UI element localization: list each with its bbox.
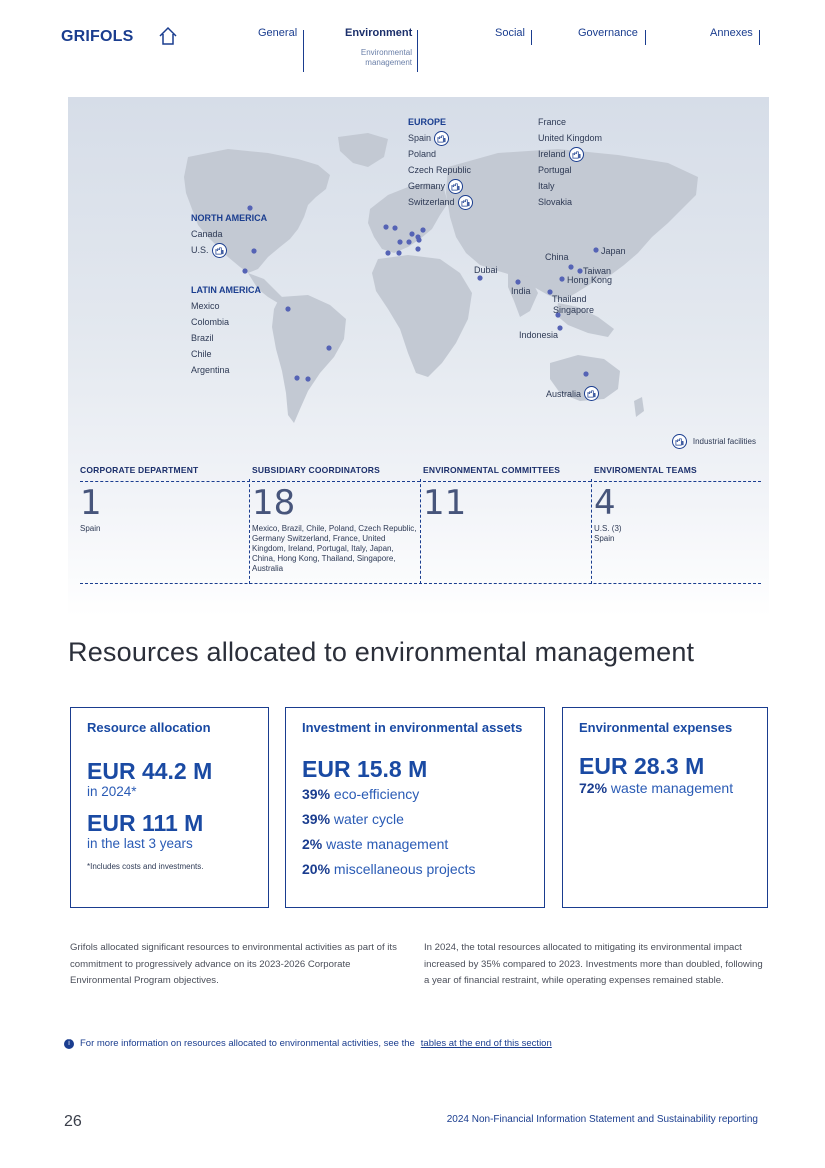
stat-heading: CORPORATE DEPARTMENT bbox=[80, 465, 250, 482]
city-indonesia: Indonesia bbox=[519, 330, 559, 340]
dot-slovakia bbox=[416, 237, 421, 242]
nav-environment-sub[interactable]: Environmental management bbox=[360, 48, 412, 67]
dot-colombia bbox=[285, 306, 290, 311]
city-japan: Japan bbox=[601, 246, 626, 256]
city-dubai: Dubai bbox=[474, 265, 498, 275]
country-item: Switzerland bbox=[408, 194, 473, 210]
region-title: EUROPE bbox=[408, 117, 447, 127]
amount-3-years: EUR 111 M bbox=[87, 810, 204, 836]
city-china: China bbox=[545, 252, 569, 262]
region-title: NORTH AMERICA bbox=[191, 213, 268, 223]
stat-divider bbox=[591, 479, 592, 584]
card-expenses bbox=[562, 707, 768, 908]
factory-icon bbox=[672, 434, 687, 449]
country-item: Portugal bbox=[538, 165, 572, 175]
stat-heading: ENVIROMENTAL TEAMS bbox=[594, 465, 761, 482]
card-resource-allocation bbox=[70, 707, 269, 908]
footer-title: 2024 Non-Financial Information Statement and Sustainability reporting bbox=[446, 1114, 758, 1125]
stats-bottom-rule bbox=[80, 583, 761, 584]
stat-environmental-teams bbox=[594, 465, 761, 584]
info-icon: i bbox=[64, 1039, 74, 1049]
region-europe bbox=[408, 114, 473, 210]
amount-2024: EUR 44.2 M bbox=[87, 758, 213, 784]
dot-australia bbox=[583, 371, 588, 376]
factory-icon bbox=[458, 195, 473, 210]
investment-row: 39% water cycle bbox=[302, 811, 404, 827]
nav-governance[interactable]: Governance bbox=[578, 27, 638, 39]
region-north-america bbox=[191, 210, 267, 258]
stat-description: Spain bbox=[80, 524, 101, 533]
amount-3-years-label: in the last 3 years bbox=[87, 836, 193, 851]
nav-divider bbox=[645, 30, 646, 45]
nav-environment[interactable]: Environment bbox=[345, 27, 413, 39]
dot-taiwan bbox=[577, 268, 582, 273]
dot-brazil bbox=[326, 345, 331, 350]
dot-china bbox=[568, 264, 573, 269]
expenses-row: 72% waste management bbox=[579, 780, 734, 796]
country-item: Spain bbox=[408, 130, 473, 146]
country-item: Germany bbox=[408, 178, 473, 194]
city-australia: Australia bbox=[546, 386, 599, 401]
page-number: 26 bbox=[64, 1113, 82, 1130]
city-hong-kong: Hong Kong bbox=[567, 275, 613, 285]
stats-row bbox=[80, 465, 761, 585]
country-item: Slovakia bbox=[538, 197, 573, 207]
city-taiwan: Taiwan bbox=[583, 266, 612, 276]
country-item: U.S. bbox=[191, 242, 267, 258]
nav-general[interactable]: General bbox=[258, 27, 298, 39]
country-item: Colombia bbox=[191, 317, 230, 327]
dot-india bbox=[515, 279, 520, 284]
city-thailand: Thailand bbox=[552, 294, 587, 304]
dot-france bbox=[397, 239, 402, 244]
dot-germany bbox=[409, 231, 414, 236]
continent-new-zealand bbox=[634, 397, 644, 417]
country-item: Mexico bbox=[191, 301, 220, 311]
dot-ireland bbox=[383, 224, 388, 229]
nav-annexes[interactable]: Annexes bbox=[710, 27, 753, 39]
dot-portugal bbox=[396, 250, 401, 255]
stat-heading: SUBSIDIARY COORDINATORS bbox=[252, 465, 420, 482]
continent-africa bbox=[372, 255, 472, 377]
country-item: Poland bbox=[408, 149, 437, 159]
card-investment bbox=[285, 707, 545, 908]
stat-description: U.S. (3) bbox=[594, 524, 622, 533]
home-icon[interactable] bbox=[158, 26, 178, 46]
info-note bbox=[64, 1038, 552, 1049]
dot-argentina bbox=[305, 376, 310, 381]
dot-italy bbox=[415, 246, 420, 251]
stat-heading: ENVIRONMENTAL COMMITTEES bbox=[423, 465, 591, 482]
dot-chile bbox=[294, 375, 299, 380]
continent-greenland bbox=[338, 133, 388, 167]
paragraph-right: In 2024, the total resources allocated to mitigating its environmental impact increased by 35% compared to 2023. Investments more than doubled, following a year of financial restraint, while operating expenses remained stable. bbox=[424, 942, 763, 986]
legend-label: Industrial facilities bbox=[692, 437, 756, 446]
card-title: Resource allocation bbox=[87, 720, 211, 735]
grifols-logo[interactable]: GRIFOLS bbox=[61, 28, 134, 45]
country-item: Brazil bbox=[191, 333, 214, 343]
dot-spain bbox=[385, 250, 390, 255]
paragraph-left: Grifols allocated significant resources to environmental activities as part of its commitment to progressively advance on its 2023-2026 Corporate Environmental Program objectives. bbox=[70, 942, 397, 986]
factory-icon bbox=[212, 243, 227, 258]
expenses-amount: EUR 28.3 M bbox=[579, 753, 705, 779]
region-europe-col2 bbox=[538, 114, 602, 210]
stat-subsidiary-coordinators bbox=[252, 465, 420, 584]
nav-divider bbox=[531, 30, 532, 45]
investment-row: 39% eco-efficiency bbox=[302, 786, 420, 802]
city-india: India bbox=[511, 286, 531, 296]
dot-uk bbox=[392, 225, 397, 230]
card-title: Investment in environmental assets bbox=[302, 720, 523, 735]
stat-divider bbox=[420, 479, 421, 584]
nav-divider bbox=[417, 30, 418, 72]
investment-row: 2% waste management bbox=[302, 836, 449, 852]
dot-switzerland bbox=[406, 239, 411, 244]
factory-icon bbox=[584, 386, 599, 401]
country-item: Canada bbox=[191, 229, 223, 239]
stat-divider bbox=[249, 479, 250, 584]
dot-japan bbox=[593, 247, 598, 252]
city-singapore: Singapore bbox=[553, 305, 595, 315]
map-legend bbox=[672, 434, 756, 449]
country-item: Italy bbox=[538, 181, 555, 191]
stat-number: 18 bbox=[252, 483, 296, 523]
nav-divider bbox=[303, 30, 304, 72]
card-title: Environmental expenses bbox=[579, 720, 733, 735]
dot-indonesia bbox=[557, 325, 562, 330]
amount-2024-label: in 2024* bbox=[87, 784, 137, 799]
region-latin-america bbox=[191, 282, 261, 378]
investment-row: 20% miscellaneous projects bbox=[302, 861, 476, 877]
continent-south-america bbox=[272, 295, 346, 423]
factory-icon bbox=[434, 131, 449, 146]
nav-divider bbox=[759, 30, 760, 45]
investment-amount: EUR 15.8 M bbox=[302, 756, 428, 782]
stat-number: 1 bbox=[80, 483, 102, 523]
factory-icon bbox=[448, 179, 463, 194]
dot-hong-kong bbox=[559, 276, 564, 281]
card-footnote: *Includes costs and investments. bbox=[87, 862, 204, 871]
stat-environmental-committees bbox=[423, 465, 591, 584]
country-item: Ireland bbox=[538, 146, 602, 162]
country-item: France bbox=[538, 117, 567, 127]
dot-mexico bbox=[242, 268, 247, 273]
stat-description: Mexico, Brazil, Chile, Poland, Czech Republic, Germany Switzerland, France, United Kingdom, Ireland, Portugal, Italy, Japan, China, Hong Kong, Thailand, Singapore, Australia bbox=[252, 524, 417, 573]
stat-number: 4 bbox=[594, 483, 616, 523]
country-item: United Kingdom bbox=[538, 133, 603, 143]
info-text: For more information on resources allocated to environmental activities, see the bbox=[80, 1038, 415, 1049]
section-title: Resources allocated to environmental management bbox=[68, 637, 695, 667]
tables-link[interactable]: tables at the end of this section bbox=[420, 1038, 552, 1049]
factory-icon bbox=[569, 147, 584, 162]
country-item: Czech Republic bbox=[408, 165, 472, 175]
nav-social[interactable]: Social bbox=[495, 27, 525, 39]
country-item: Argentina bbox=[191, 365, 230, 375]
stat-description: Spain bbox=[594, 534, 615, 543]
region-title: LATIN AMERICA bbox=[191, 285, 261, 295]
stat-number: 11 bbox=[423, 483, 467, 523]
dot-dubai bbox=[477, 275, 482, 280]
stat-corporate-department bbox=[80, 465, 250, 584]
dot-poland bbox=[420, 227, 425, 232]
country-item: Chile bbox=[191, 349, 212, 359]
